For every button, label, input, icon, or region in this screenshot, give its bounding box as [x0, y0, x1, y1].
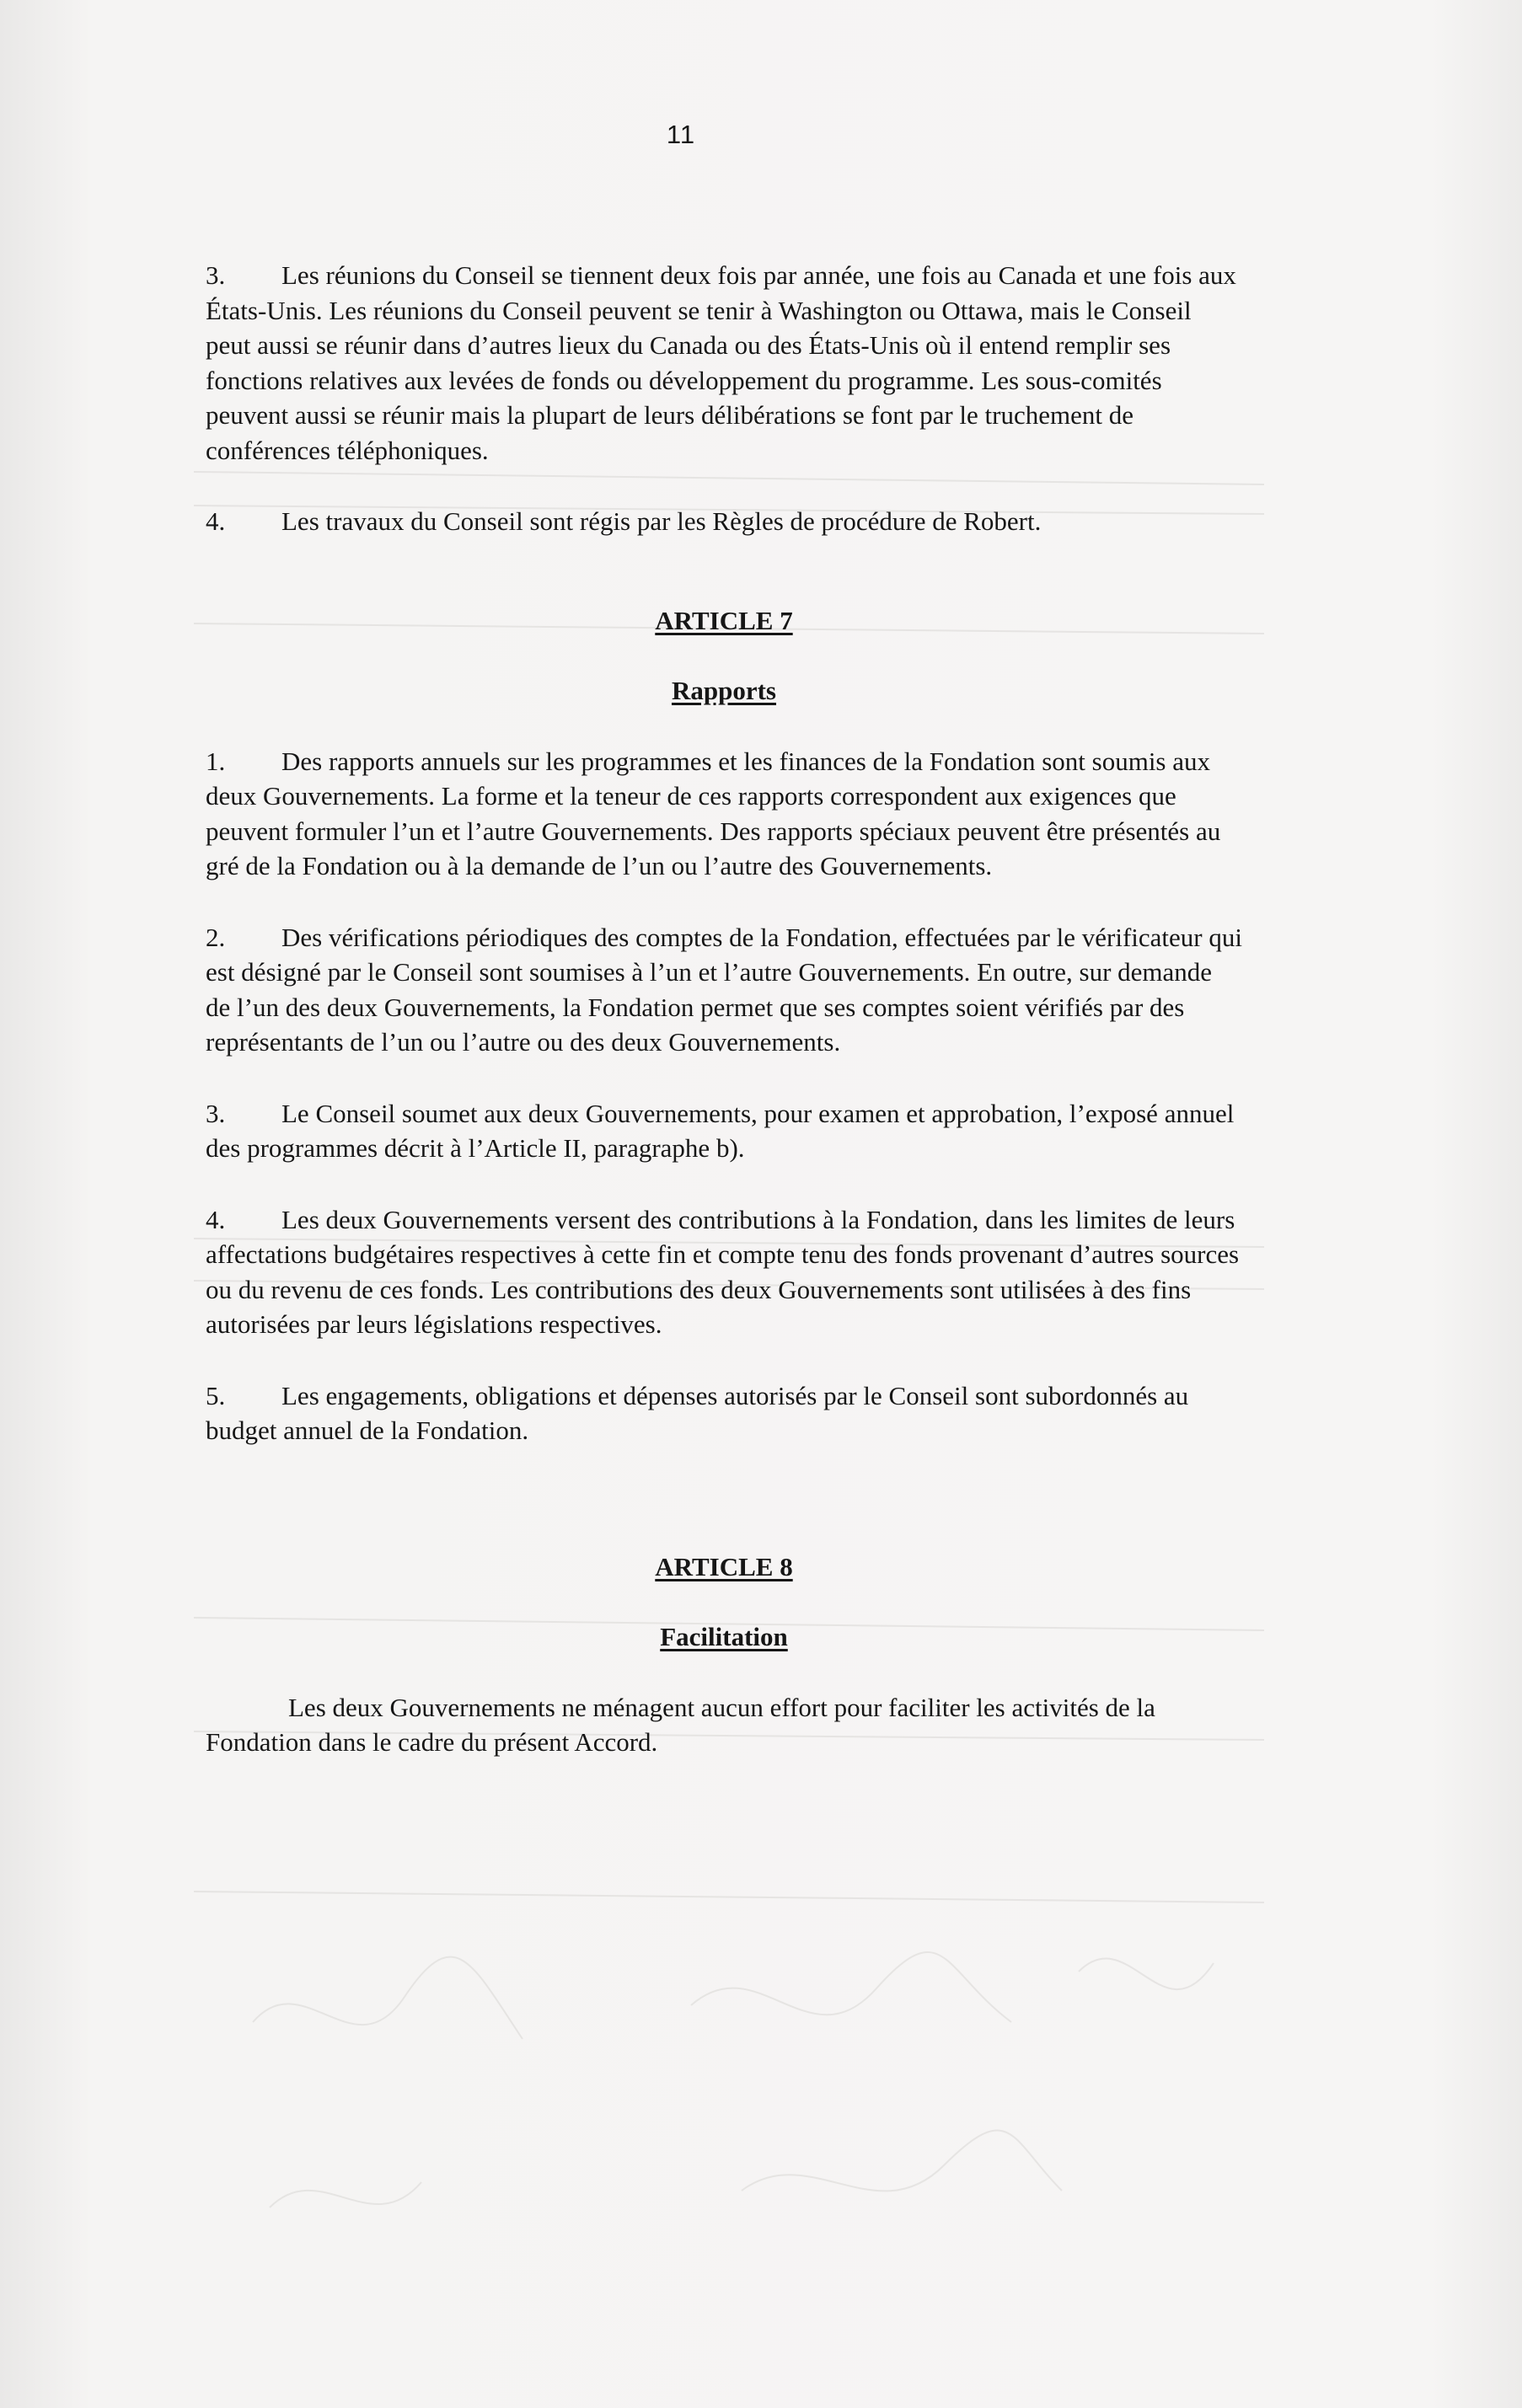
article-8-title: ARTICLE 8	[655, 1551, 793, 1581]
paragraph-number: 3.	[206, 260, 226, 290]
paragraph-number: 4.	[206, 1204, 226, 1234]
document-body	[206, 258, 1242, 1796]
article-7-paragraph-4	[206, 1202, 1242, 1342]
article-8-subtitle: Facilitation	[660, 1622, 788, 1651]
article-7-subtitle: Rapports	[671, 676, 776, 705]
paragraph-text: Les deux Gouvernements ne ménagent aucun effort pour faciliter les activités de la Fondation dans le cadre du présent Accord.	[206, 1692, 1155, 1757]
article-7-paragraph-1	[206, 744, 1242, 884]
article-7-paragraph-2	[206, 920, 1242, 1060]
paragraph-number: 2.	[206, 922, 226, 952]
page-number: 11	[666, 120, 696, 149]
article-7-paragraph-3	[206, 1096, 1242, 1166]
paragraph-text: Les deux Gouvernements versent des contributions à la Fondation, dans les limites de leurs affectations budgétaires respectives à cette fin et compte tenu des fonds provenant d’autres sources ou du revenu de ces fonds. Les contributions des deux Gouvernements sont utilisées à des fins autorisées par leurs législations respectives.	[206, 1204, 1240, 1339]
paragraph-text: Des rapports annuels sur les programmes et les finances de la Fondation sont soumis aux deux Gouvernements. La forme et la teneur de ces rapports correspondent aux exigences que peuvent formuler l’un et l’autre Gouvernements. Des rapports spéciaux peuvent être présentés au gré de la Fondation ou à la demande de l’un ou l’autre des Gouvernements.	[206, 746, 1221, 880]
paragraph-3-meetings	[206, 258, 1242, 468]
article-7-title: ARTICLE 7	[655, 605, 793, 635]
paragraph-text: Des vérifications périodiques des comptes de la Fondation, effectuées par le vérificateur qui est désigné par le Conseil sont soumises à l’un et l’autre Gouvernements. En outre, sur demande de l’un des deux Gouvernements, la Fondation permet que ses comptes soient vérifiés par des représentants de l’un ou l’autre ou des deux Gouvernements.	[206, 922, 1242, 1057]
paragraph-number: 5.	[206, 1380, 226, 1410]
paragraph-4-procedure	[206, 504, 1242, 539]
article-8-paragraph	[206, 1690, 1242, 1760]
paragraph-number: 1.	[206, 746, 226, 776]
paragraph-text: Les réunions du Conseil se tiennent deux fois par année, une fois au Canada et une fois aux États-Unis. Les réunions du Conseil peuvent se tenir à Washington ou Ottawa, mais le Conseil peut aussi se réunir dans d’autres lieux du Canada ou des États-Unis où il entend remplir ses fonctions relatives aux levées de fonds ou développement du programme. Les sous-comités peuvent aussi se réunir mais la plupart de leurs délibérations se font par le truchement de conférences téléphoniques.	[206, 260, 1236, 465]
paragraph-text: Le Conseil soumet aux deux Gouvernements, pour examen et approbation, l’exposé annuel des programmes décrit à l’Article II, paragraphe b).	[206, 1098, 1235, 1163]
paragraph-number: 3.	[206, 1098, 226, 1128]
paragraph-text: Les engagements, obligations et dépenses autorisés par le Conseil sont subordonnés au budget annuel de la Fondation.	[206, 1380, 1189, 1445]
paragraph-number: 4.	[206, 506, 226, 536]
paragraph-text: Les travaux du Conseil sont régis par les Règles de procédure de Robert.	[281, 506, 1042, 536]
article-7-paragraph-5	[206, 1378, 1242, 1448]
